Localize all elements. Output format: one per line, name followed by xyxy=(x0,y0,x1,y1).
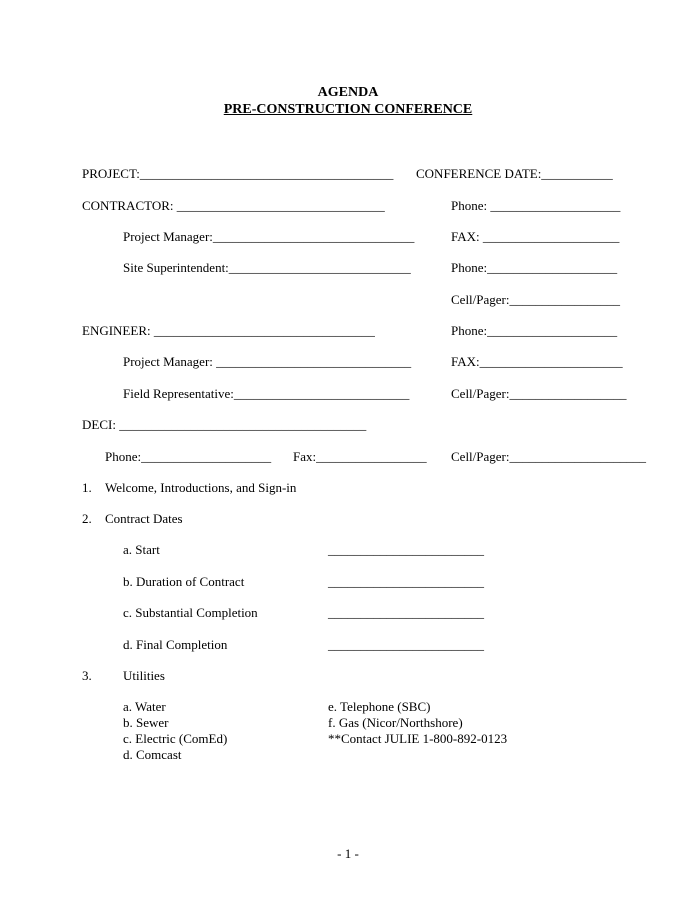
site-superintendent-phone-field[interactable]: Phone:____________________ xyxy=(451,260,618,275)
date-blank-substantial[interactable]: ________________________ xyxy=(328,605,484,620)
utility-julie-contact: **Contact JULIE 1-800-892-0123 xyxy=(328,731,508,746)
conference-date-field[interactable]: CONFERENCE DATE:___________ xyxy=(416,166,613,181)
agenda-item-number: 3. xyxy=(82,668,92,683)
engineer-field[interactable]: ENGINEER: __________________________________ xyxy=(82,323,375,338)
utility-telephone: e. Telephone (SBC) xyxy=(328,699,431,714)
utility-comcast: d. Comcast xyxy=(123,747,182,762)
date-label-duration: b. Duration of Contract xyxy=(123,574,245,589)
date-label-substantial: c. Substantial Completion xyxy=(123,605,258,620)
deci-fax-field[interactable]: Fax:_________________ xyxy=(293,449,427,464)
utility-electric: c. Electric (ComEd) xyxy=(123,731,228,746)
agenda-item-number: 1. xyxy=(82,480,92,495)
date-blank-duration[interactable]: ________________________ xyxy=(328,574,484,589)
site-superintendent-cell-field[interactable]: Cell/Pager:_________________ xyxy=(451,292,620,307)
engineer-fax-field[interactable]: FAX:______________________ xyxy=(451,354,623,369)
contractor-fax-field[interactable]: FAX: _____________________ xyxy=(451,229,620,244)
date-label-final: d. Final Completion xyxy=(123,637,228,652)
document-title xyxy=(0,101,696,118)
deci-cell-field[interactable]: Cell/Pager:_____________________ xyxy=(451,449,646,464)
utility-water: a. Water xyxy=(123,699,166,714)
field-representative-cell-field[interactable]: Cell/Pager:__________________ xyxy=(451,386,627,401)
agenda-item-welcome: Welcome, Introductions, and Sign-in xyxy=(105,480,297,495)
field-representative-field[interactable]: Field Representative:___________________________ xyxy=(123,386,410,401)
agenda-title: AGENDA xyxy=(317,85,379,100)
utility-gas: f. Gas (Nicor/Northshore) xyxy=(328,715,463,730)
agenda-item-number: 2. xyxy=(82,511,92,526)
engineer-project-manager-field[interactable]: Project Manager: ______________________________ xyxy=(123,354,412,369)
document-title-text: PRE-CONSTRUCTION CONFERENCE xyxy=(223,102,473,117)
site-superintendent-field[interactable]: Site Superintendent:____________________________ xyxy=(123,260,411,275)
deci-phone-field[interactable]: Phone:____________________ xyxy=(105,449,272,464)
utility-sewer: b. Sewer xyxy=(123,715,169,730)
contractor-phone-field[interactable]: Phone: ____________________ xyxy=(451,198,621,213)
deci-field[interactable]: DECI: ______________________________________ xyxy=(82,417,367,432)
page-number: - 1 - xyxy=(337,846,359,861)
date-blank-start[interactable]: ________________________ xyxy=(328,542,484,557)
contractor-project-manager-field[interactable]: Project Manager:_______________________________ xyxy=(123,229,415,244)
date-label-start: a. Start xyxy=(123,542,160,557)
agenda-item-utilities: Utilities xyxy=(123,668,165,683)
project-field[interactable]: PROJECT:_______________________________________ xyxy=(82,166,394,181)
engineer-phone-field[interactable]: Phone:____________________ xyxy=(451,323,618,338)
agenda-item-contract-dates: Contract Dates xyxy=(105,511,183,526)
date-blank-final[interactable]: ________________________ xyxy=(328,637,484,652)
contractor-field[interactable]: CONTRACTOR: ________________________________ xyxy=(82,198,385,213)
